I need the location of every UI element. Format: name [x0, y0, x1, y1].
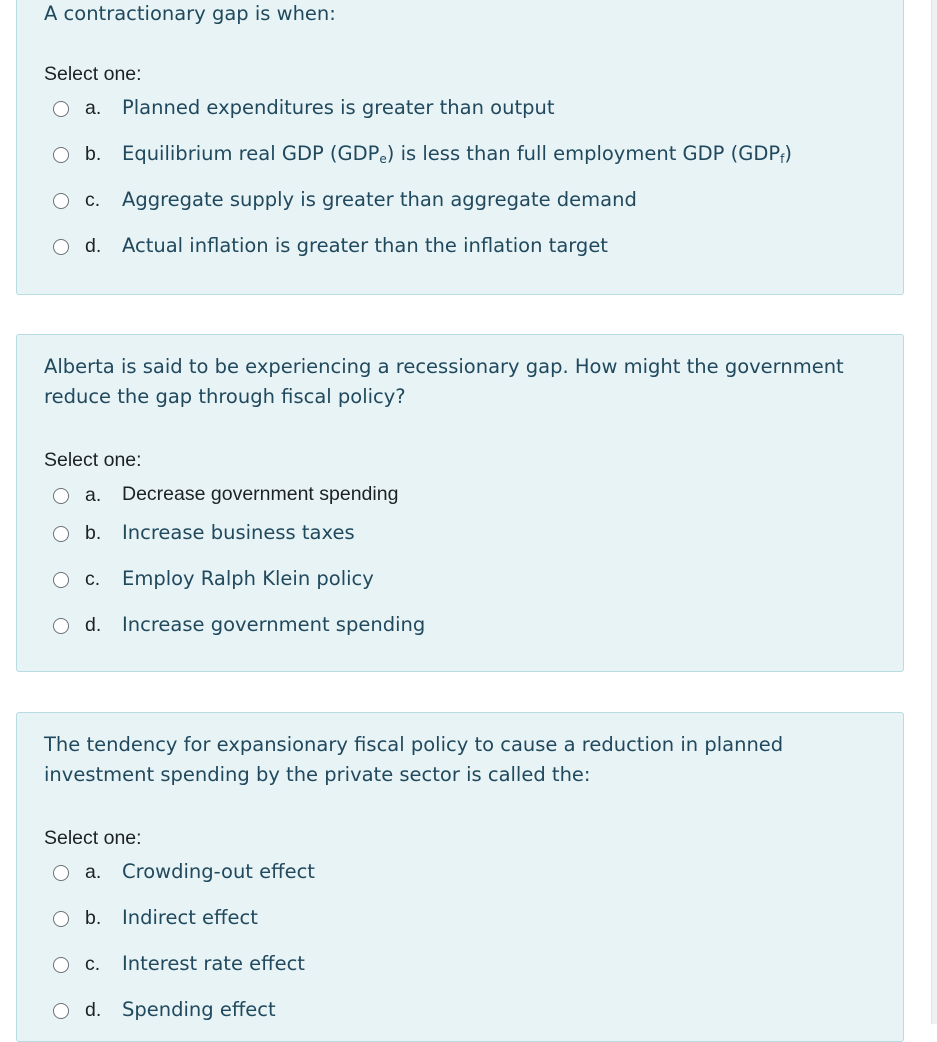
option-letter: c.	[85, 568, 101, 590]
question-1-select-prompt: Select one:	[44, 63, 142, 85]
option-letter: c.	[85, 953, 101, 975]
option-label[interactable]: Actual inflation is greater than the inflation target	[122, 234, 608, 257]
radio-button[interactable]	[53, 957, 69, 973]
option-letter: a.	[85, 97, 102, 119]
radio-button[interactable]	[53, 147, 69, 163]
option-label[interactable]: Decrease government spending	[122, 483, 399, 505]
question-1-text: A contractionary gap is when:	[44, 2, 336, 25]
question-2-text-line-2: reduce the gap through fiscal policy?	[44, 385, 406, 408]
subscript-f: f	[780, 152, 785, 166]
option-label[interactable]: Crowding-out effect	[122, 860, 315, 883]
radio-button[interactable]	[53, 1003, 69, 1019]
radio-button[interactable]	[53, 239, 69, 255]
question-1-card	[16, 0, 904, 295]
option-label[interactable]: Interest rate effect	[122, 952, 305, 975]
option-label-part: Equilibrium real GDP (GDP	[122, 142, 380, 165]
radio-button[interactable]	[53, 618, 69, 634]
question-2-text-line-1: Alberta is said to be experiencing a recessionary gap. How might the government	[44, 355, 844, 378]
radio-button[interactable]	[53, 526, 69, 542]
subscript-e: e	[379, 152, 387, 166]
question-3-option-b[interactable]	[53, 906, 893, 936]
option-letter: a.	[85, 484, 102, 506]
question-3-option-a[interactable]	[53, 860, 893, 890]
question-2-option-d[interactable]	[53, 613, 893, 643]
option-letter: d.	[85, 235, 102, 257]
option-label[interactable]: Increase government spending	[122, 613, 426, 636]
radio-button[interactable]	[53, 911, 69, 927]
option-letter: b.	[85, 907, 102, 929]
option-label[interactable]: Indirect effect	[122, 906, 258, 929]
radio-button[interactable]	[53, 572, 69, 588]
option-letter: a.	[85, 861, 102, 883]
question-1-option-a[interactable]	[53, 96, 893, 126]
question-2-card	[16, 334, 904, 672]
question-2-option-b[interactable]	[53, 521, 893, 551]
question-3-select-prompt: Select one:	[44, 827, 142, 849]
scrollbar[interactable]	[931, 0, 937, 1024]
option-label[interactable]	[122, 142, 792, 166]
question-2-option-a[interactable]	[53, 483, 893, 513]
question-3-text-line-1: The tendency for expansionary fiscal policy to cause a reduction in planned	[44, 733, 784, 756]
option-label[interactable]: Planned expenditures is greater than output	[122, 96, 555, 119]
question-1-option-c[interactable]	[53, 188, 893, 218]
question-1-option-b[interactable]	[53, 142, 893, 172]
radio-button[interactable]	[53, 101, 69, 117]
radio-button[interactable]	[53, 865, 69, 881]
question-2-option-c[interactable]	[53, 567, 893, 597]
option-letter: d.	[85, 614, 102, 636]
option-label[interactable]: Spending effect	[122, 998, 276, 1021]
question-3-text	[44, 730, 863, 790]
question-2-text	[44, 352, 863, 412]
option-letter: b.	[85, 143, 102, 165]
option-label-part: )	[784, 142, 792, 165]
option-label[interactable]: Employ Ralph Klein policy	[122, 567, 374, 590]
option-letter: b.	[85, 522, 102, 544]
radio-button[interactable]	[53, 488, 69, 504]
option-label[interactable]: Increase business taxes	[122, 521, 355, 544]
question-1-option-d[interactable]	[53, 234, 893, 264]
question-3-text-line-2: investment spending by the private sector is called the:	[44, 763, 591, 786]
question-3-card	[16, 712, 904, 1042]
radio-button[interactable]	[53, 193, 69, 209]
option-letter: d.	[85, 999, 102, 1021]
question-3-option-c[interactable]	[53, 952, 893, 982]
option-letter: c.	[85, 189, 101, 211]
question-2-select-prompt: Select one:	[44, 449, 142, 471]
option-label[interactable]: Aggregate supply is greater than aggregate demand	[122, 188, 637, 211]
option-label-part: ) is less than full employment GDP (GDP	[386, 142, 781, 165]
